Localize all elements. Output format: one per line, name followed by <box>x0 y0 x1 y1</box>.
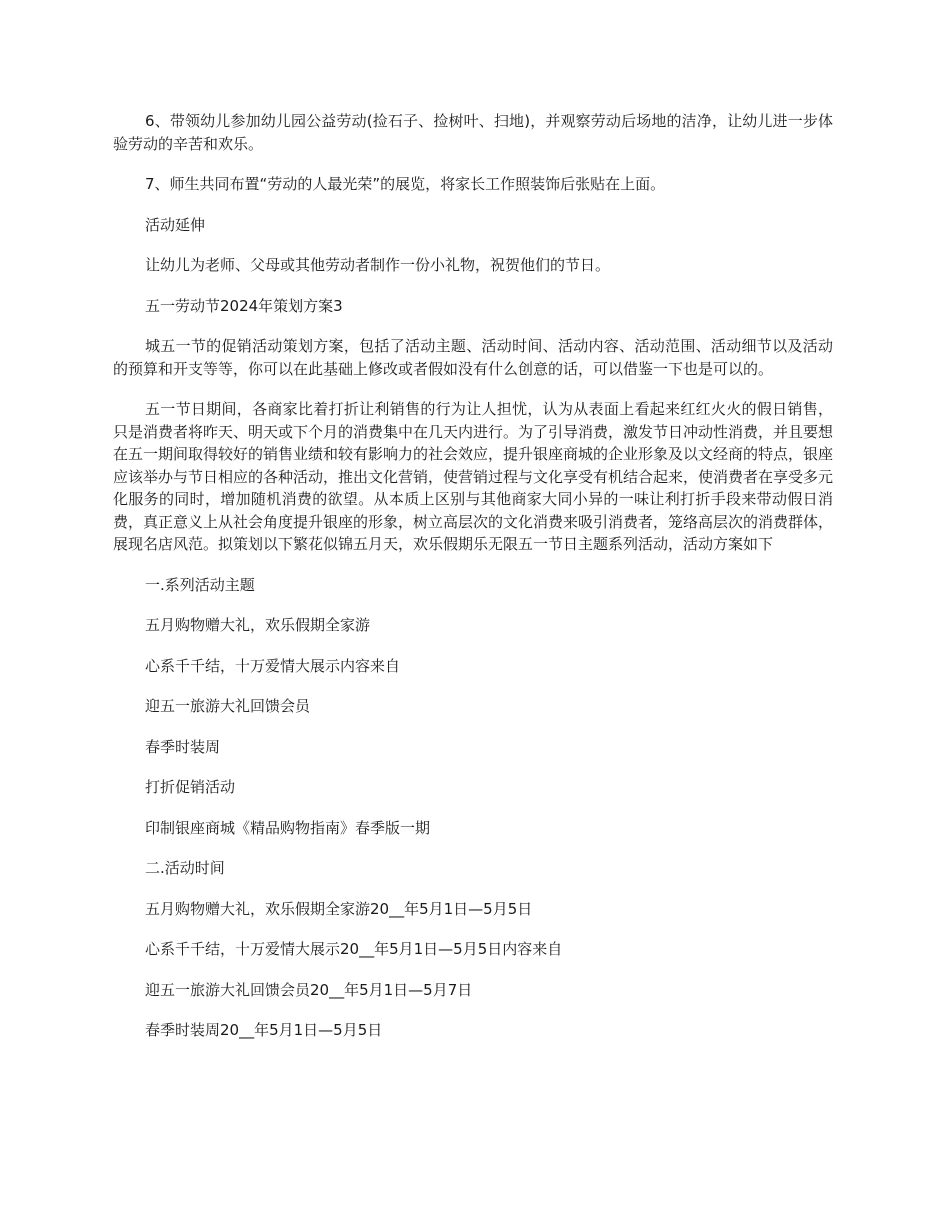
heading-activity-time: 二.活动时间 <box>145 859 225 877</box>
document-body <box>113 110 833 1060</box>
list-item-schedule: 五月购物赠大礼，欢乐假期全家游20__年5月1日—5月5日 <box>145 899 533 918</box>
paragraph-activity-6: 6、带领幼儿参加幼儿园公益劳动(捡石子、捡树叶、扫地)，并观察劳动后场地的洁净，让幼儿进一步体验劳动的辛苦和欢乐。 <box>113 112 833 153</box>
paragraph-background: 五一节日期间，各商家比着打折让利销售的行为让人担忧，认为从表面上看起来红红火火的假日销售，只是消费者将昨天、明天或下个月的消费集中在几天内进行。为了引导消费，激发节日冲动性消费，并且要想在五一期间取得较好的销售业绩和较有影响力的社会效应，提升银座商城的企业形象及以文经商的特点，银座应该举办与节日相应的各种活动，推出文化营销，使营销过程与文化享受有机结合起来，使消费者在享受多元化服务的同时，增加随机消费的欲望。从本质上区别与其他商家大同小异的一味让利打折手段来带动假日消费，真正意义上从社会角度提升银座的形象，树立高层次的文化消费来吸引消费者，笼络高层次的消费群体，展现名店风范。拟策划以下繁花似锦五月天，欢乐假期乐无限五一节日主题系列活动，活动方案如下 <box>113 400 834 553</box>
list-item-theme: 春季时装周 <box>145 737 221 756</box>
heading-activity-themes: 一.系列活动主题 <box>145 575 255 594</box>
list-item-theme: 迎五一旅游大礼回馈会员 <box>145 697 311 715</box>
paragraph-gift-making: 让幼儿为老师、父母或其他劳动者制作一份小礼物，祝贺他们的节日。 <box>145 256 611 274</box>
list-item-schedule: 迎五一旅游大礼回馈会员20__年5月1日—5月7日 <box>145 980 473 999</box>
list-item-theme: 五月购物赠大礼，欢乐假期全家游 <box>145 616 371 634</box>
heading-plan-3: 五一劳动节2024年策划方案3 <box>145 296 343 315</box>
heading-activity-extension: 活动延伸 <box>145 215 206 234</box>
list-item-theme: 印制银座商城《精品购物指南》春季版一期 <box>145 818 431 837</box>
list-item-schedule: 春季时装周20__年5月1日—5月5日 <box>145 1021 383 1039</box>
list-item-schedule: 心系千千结，十万爱情大展示20__年5月1日—5月5日内容来自 <box>145 940 563 958</box>
list-item-theme: 心系千千结，十万爱情大展示内容来自 <box>145 656 401 675</box>
paragraph-plan-intro: 城五一节的促销活动策划方案，包括了活动主题、活动时间、活动内容、活动范围、活动细节以及活动的预算和开支等等，你可以在此基础上修改或者假如没有什么创意的话，可以借鉴一下也是可以的。 <box>113 337 833 378</box>
list-item-theme: 打折促销活动 <box>145 778 236 796</box>
paragraph-activity-7: 7、师生共同布置“劳动的人最光荣”的展览，将家长工作照装饰后张贴在上面。 <box>145 175 666 193</box>
